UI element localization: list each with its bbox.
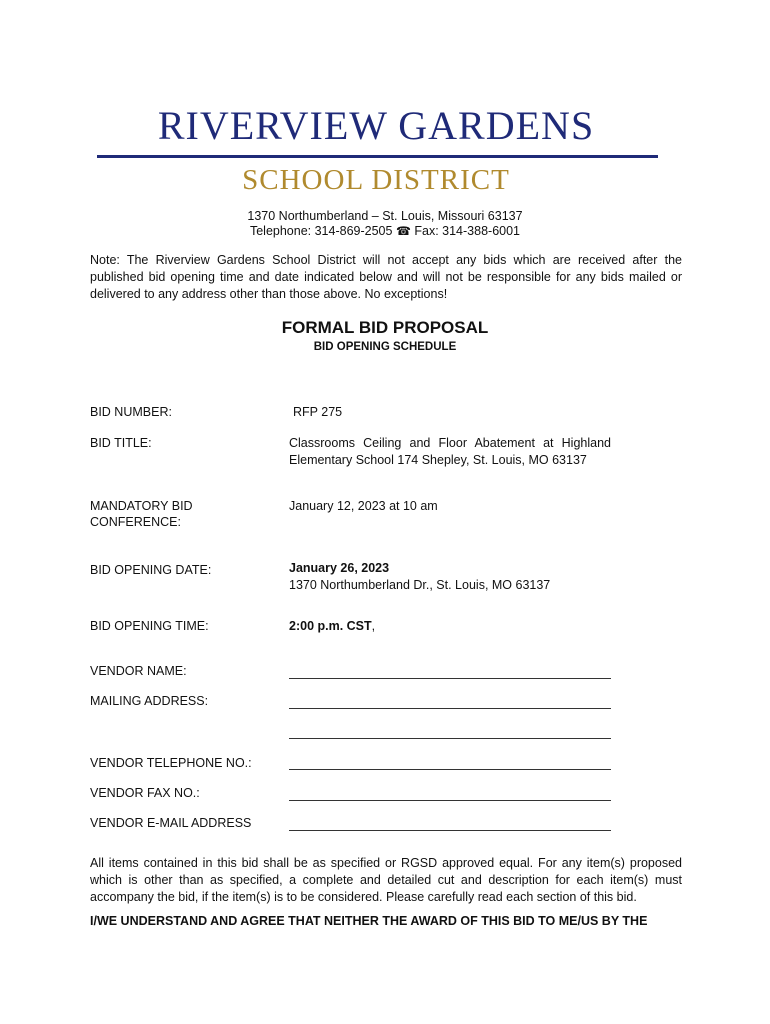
bid-opening-date-value: January 26, 2023 <box>289 561 390 575</box>
vendor-email-line[interactable] <box>289 830 611 831</box>
bid-note: Note: The Riverview Gardens School District will not accept any bids which are received after the published bid opening time and date indicated below and will not be responsible for any bids mailed or delivered to any address other than those above. No exceptions! <box>90 253 682 301</box>
mailing-address-label: MAILING ADDRESS: <box>90 694 209 708</box>
acknowledgement-heading: I/WE UNDERSTAND AND AGREE THAT NEITHER THE AWARD OF THIS BID TO ME/US BY THE <box>90 914 648 928</box>
bid-number-label: BID NUMBER: <box>90 405 172 419</box>
vendor-email-label: VENDOR E-MAIL ADDRESS <box>90 816 252 830</box>
district-logo-name: RIVERVIEW GARDENS <box>157 103 595 148</box>
mailing-address-line-1[interactable] <box>289 708 611 709</box>
mandatory-conference-label-2: CONFERENCE: <box>90 515 181 529</box>
bid-instructions-paragraph: All items contained in this bid shall be as specified or RGSD approved equal. For any item(s) proposed which is other than as specified, a complete and detailed cut and description for each item(s) must accompany the bid, if the item(s) is to be considered. Please carefully read each section of this bid. <box>90 856 682 904</box>
page-title: FORMAL BID PROPOSAL <box>281 318 489 337</box>
page-subtitle: BID OPENING SCHEDULE <box>313 341 457 353</box>
vendor-fax-label: VENDOR FAX NO.: <box>90 786 200 800</box>
district-telephone: Telephone: 314-869-2505 <box>249 224 393 238</box>
telephone-icon: ☎ <box>395 224 411 238</box>
bid-opening-time-suffix: , <box>371 619 376 633</box>
district-logo-subtitle: SCHOOL DISTRICT <box>242 164 510 196</box>
bid-title-label: BID TITLE: <box>90 436 152 450</box>
mandatory-conference-value: January 12, 2023 at 10 am <box>289 499 438 513</box>
bid-opening-location: 1370 Northumberland Dr., St. Louis, MO 63137 <box>289 578 551 592</box>
district-contact <box>90 224 680 239</box>
district-address: 1370 Northumberland – St. Louis, Missouri 63137 <box>247 209 523 223</box>
bid-opening-time-label: BID OPENING TIME: <box>90 619 209 633</box>
bid-opening-time-value: 2:00 p.m. CST <box>289 619 372 633</box>
vendor-name-label: VENDOR NAME: <box>90 664 187 678</box>
bid-title-value: Classrooms Ceiling and Floor Abatement at Highland Elementary School 174 Shepley, St. Louis, MO 63137 <box>289 436 611 467</box>
bid-opening-time <box>289 618 611 635</box>
vendor-name-line[interactable] <box>289 678 611 679</box>
vendor-telephone-label: VENDOR TELEPHONE NO.: <box>90 756 252 770</box>
mailing-address-line-2[interactable] <box>289 738 611 739</box>
district-fax: Fax: 314-388-6001 <box>414 224 521 238</box>
bid-opening-date-label: BID OPENING DATE: <box>90 563 212 577</box>
vendor-telephone-line[interactable] <box>289 769 611 770</box>
vendor-fax-line[interactable] <box>289 800 611 801</box>
mandatory-conference-label-1: MANDATORY BID <box>90 499 193 513</box>
logo-divider <box>97 155 658 158</box>
bid-number-value: RFP 275 <box>293 405 343 419</box>
